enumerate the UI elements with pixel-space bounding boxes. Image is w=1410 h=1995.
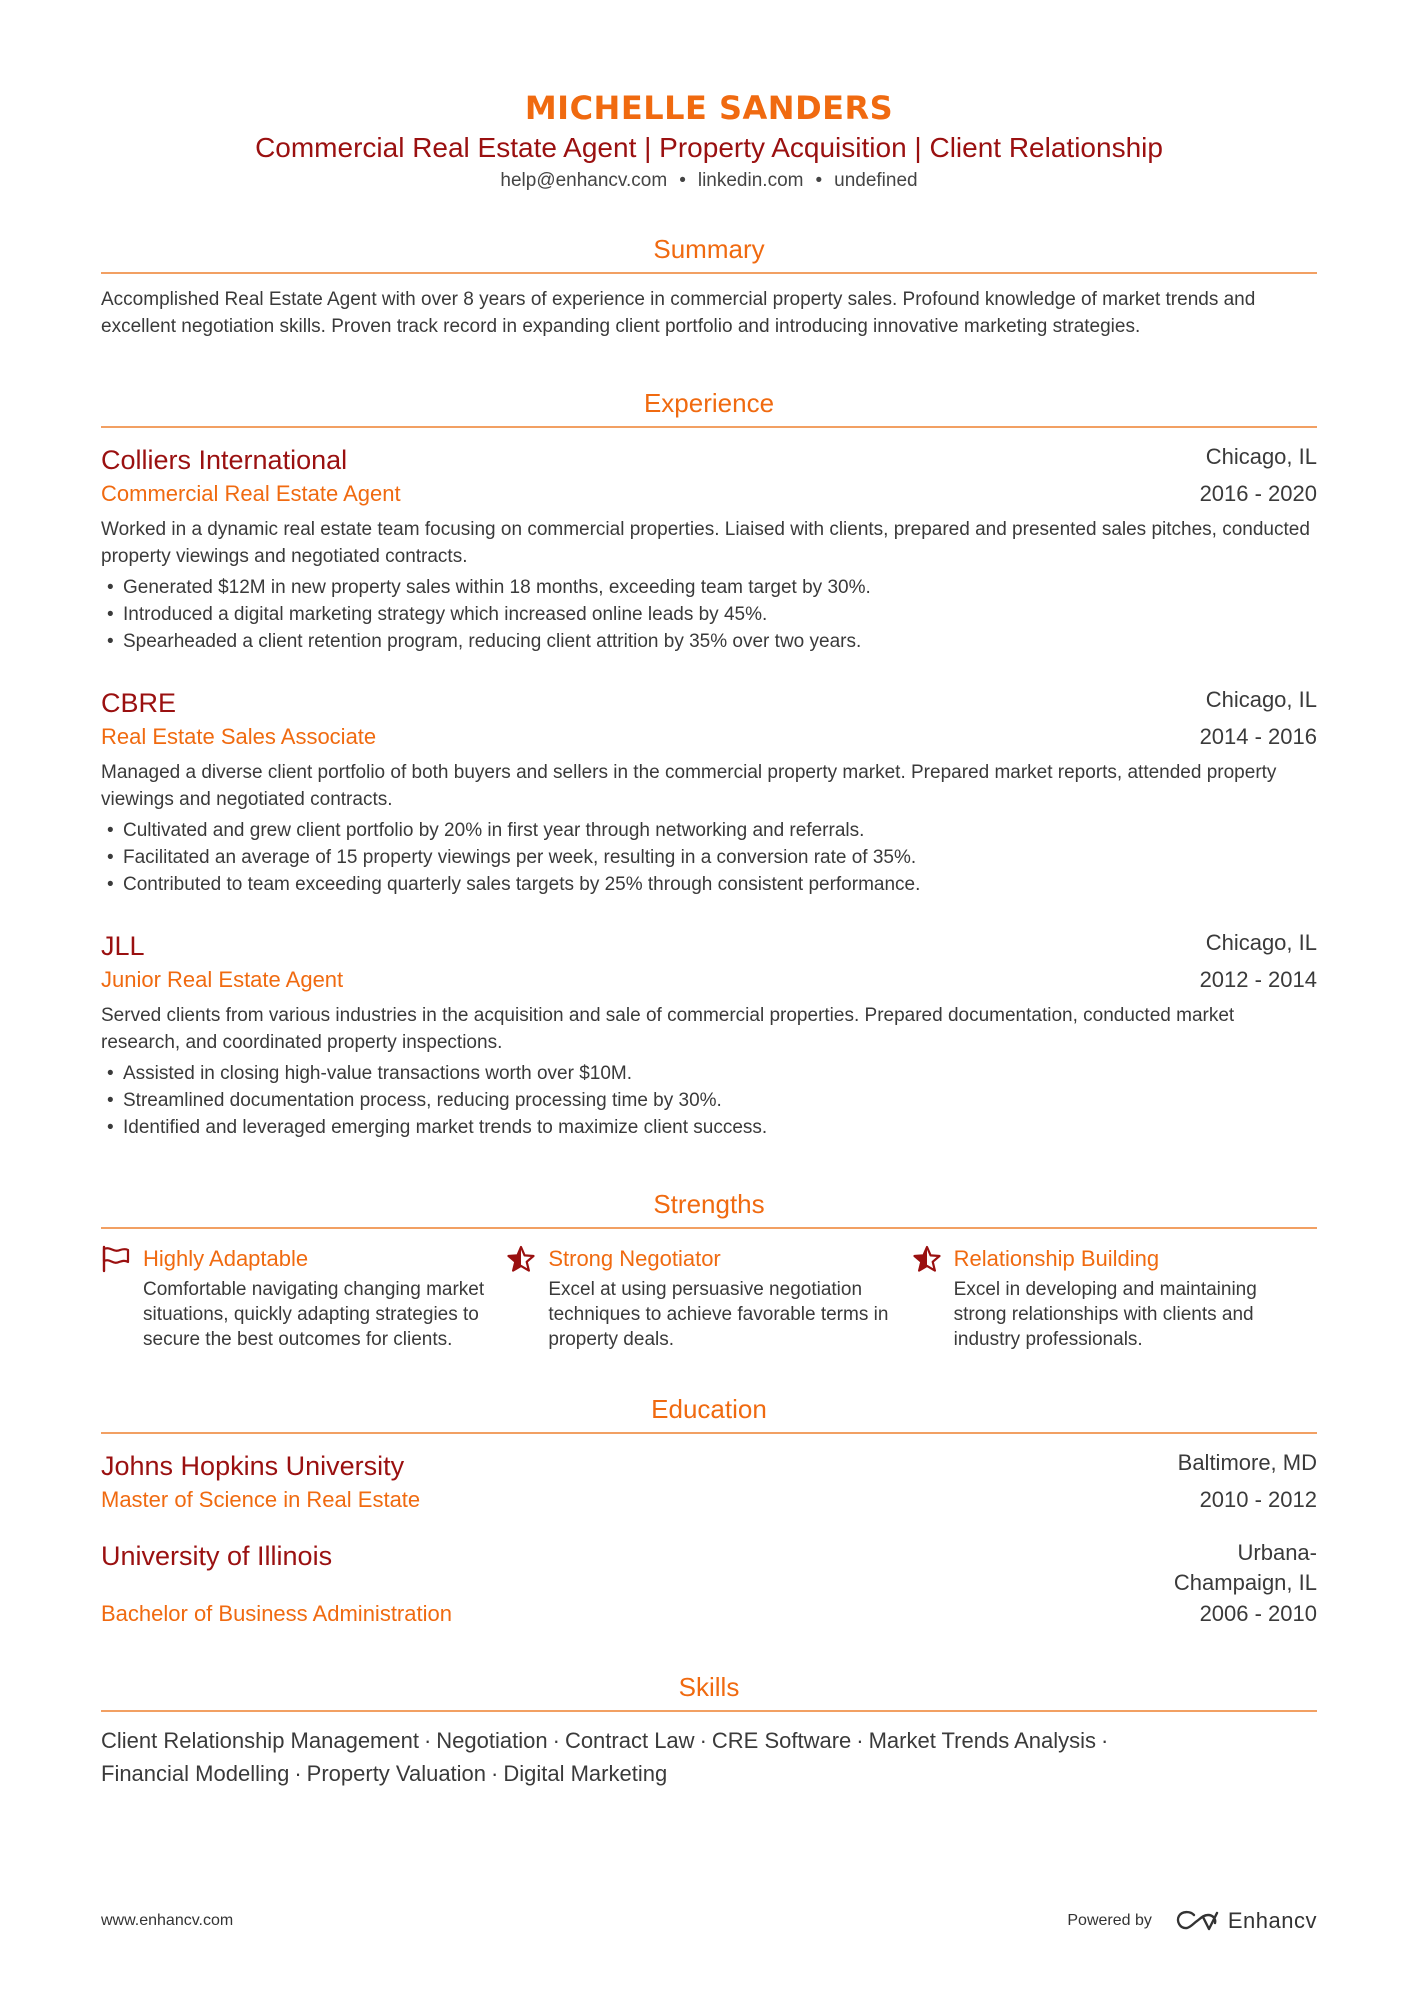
section-title-education: Education: [101, 1392, 1317, 1434]
school-location: Baltimore, MD: [1177, 1450, 1317, 1475]
achievement-item: • Generated $12M in new property sales within 18 months, exceeding team target by 30%.: [101, 574, 1317, 601]
section-title-experience: Experience: [101, 386, 1317, 428]
star-icon: [506, 1245, 536, 1273]
page-footer: [101, 1908, 1317, 1934]
resume-page: [101, 0, 1317, 1790]
contact-separator: •: [815, 170, 823, 191]
achievement-item: • Contributed to team exceeding quarterly sales targets by 25% through consistent performance.: [101, 871, 1317, 898]
footer-url[interactable]: www.enhancv.com: [101, 1912, 234, 1929]
skill-item: Market Trends Analysis: [868, 1728, 1097, 1753]
company-name: Colliers International: [101, 445, 348, 475]
strength-item: [912, 1243, 1317, 1352]
skill-separator: ·: [856, 1728, 864, 1753]
star-icon: [912, 1245, 942, 1273]
resume-header: [101, 0, 1317, 194]
job-title: Junior Real Estate Agent: [101, 967, 344, 992]
achievement-item: • Streamlined documentation process, reducing processing time by 30%.: [101, 1087, 1317, 1114]
achievement-item: • Spearheaded a client retention program, reducing client attrition by 35% over two years.: [101, 628, 1317, 655]
skill-separator: ·: [423, 1728, 432, 1753]
skill-item: Financial Modelling: [101, 1761, 290, 1786]
skill-item: Negotiation: [436, 1728, 548, 1753]
company-name: JLL: [101, 931, 145, 961]
experience-section: [101, 386, 1317, 1141]
contact-email[interactable]: help@enhancv.com: [500, 170, 668, 191]
skill-item: Contract Law: [564, 1728, 695, 1753]
skills-list: [101, 1724, 1317, 1790]
job-dates: 2012 - 2014: [1199, 967, 1317, 992]
job-location: Chicago, IL: [1205, 930, 1317, 955]
job-dates: 2014 - 2016: [1199, 724, 1317, 749]
achievement-list: [101, 817, 1317, 898]
achievement-item: • Introduced a digital marketing strategy which increased online leads by 45%.: [101, 601, 1317, 628]
contact-separator: •: [679, 170, 686, 191]
strengths-section: [101, 1187, 1317, 1352]
skill-separator: ·: [699, 1728, 707, 1753]
summary-section: [101, 232, 1317, 340]
section-title-summary: Summary: [101, 232, 1317, 274]
education-entry: [101, 1448, 1317, 1516]
job-description: Served clients from various industries in the acquisition and sale of commercial properties. Prepared documentation, conducted market research, and coordinated property inspections.: [101, 1005, 1235, 1053]
achievement-item: • Identified and leveraged emerging market trends to maximize client success.: [101, 1114, 1317, 1141]
skill-separator: ·: [294, 1761, 302, 1786]
section-title-skills: Skills: [101, 1670, 1317, 1712]
skill-separator: ·: [491, 1761, 499, 1786]
education-entry: [101, 1538, 1317, 1630]
strength-title: Strong Negotiator: [548, 1246, 721, 1271]
flag-icon: [101, 1245, 131, 1273]
education-dates: 2006 - 2010: [1199, 1601, 1317, 1626]
candidate-name: MICHELLE SANDERS: [524, 89, 894, 127]
contact-linkedin[interactable]: linkedin.com: [697, 170, 804, 191]
job-location: Chicago, IL: [1205, 687, 1317, 712]
job-location: Chicago, IL: [1205, 444, 1317, 469]
strength-description: Comfortable navigating changing market situations, quickly adapting strategies to secure the best outcomes for clients.: [143, 1279, 485, 1350]
education-section: [101, 1392, 1317, 1630]
experience-entry: [101, 685, 1317, 898]
experience-entry: [101, 928, 1317, 1141]
strength-description: Excel at using persuasive negotiation techniques to achieve favorable terms in property deals.: [548, 1279, 889, 1350]
powered-by-label: Powered by: [1067, 1912, 1152, 1929]
achievement-list: [101, 1060, 1317, 1141]
achievement-list: [101, 574, 1317, 655]
contact-extra: undefined: [834, 170, 918, 191]
job-description: Worked in a dynamic real estate team focusing on commercial properties. Liaised with clients, prepared and presented sales pitches, conducted property viewings and negotiated contracts.: [101, 519, 1310, 567]
strength-title: Highly Adaptable: [143, 1246, 309, 1271]
strength-title: Relationship Building: [953, 1246, 1160, 1271]
skill-item: Property Valuation: [306, 1761, 487, 1786]
skill-separator: ·: [552, 1728, 560, 1753]
school-name: University of Illinois: [101, 1541, 333, 1571]
school-name: Johns Hopkins University: [101, 1451, 405, 1481]
achievement-item: • Cultivated and grew client portfolio by 20% in first year through networking and referrals.: [101, 817, 1317, 844]
skill-item: Client Relationship Management: [101, 1728, 419, 1753]
achievement-item: • Assisted in closing high-value transactions worth over $10M.: [101, 1060, 1317, 1087]
job-title: Commercial Real Estate Agent: [101, 481, 401, 506]
job-description: Managed a diverse client portfolio of both buyers and sellers in the commercial property market. Prepared market reports, attended property viewings and negotiated contracts.: [101, 762, 1277, 810]
job-dates: 2016 - 2020: [1199, 481, 1317, 506]
achievement-item: • Facilitated an average of 15 property viewings per week, resulting in a conversion rate of 35%.: [101, 844, 1317, 871]
job-title: Real Estate Sales Associate: [101, 724, 377, 749]
degree-name: Bachelor of Business Administration: [101, 1601, 452, 1626]
candidate-headline: Commercial Real Estate Agent | Property Acquisition | Client Relationship: [255, 132, 1163, 163]
skills-section: [101, 1670, 1317, 1790]
strength-item: [101, 1243, 506, 1352]
degree-name: Master of Science in Real Estate: [101, 1487, 421, 1512]
section-title-strengths: Strengths: [101, 1187, 1317, 1229]
skill-item: CRE Software: [711, 1728, 852, 1753]
footer-branding: [1067, 1908, 1317, 1934]
school-location: Urbana-Champaign, IL: [1173, 1540, 1317, 1595]
enhancv-logo-icon[interactable]: [1174, 1909, 1220, 1933]
experience-entry: [101, 442, 1317, 655]
skill-item: Digital Marketing: [503, 1761, 668, 1786]
education-dates: 2010 - 2012: [1199, 1487, 1317, 1512]
summary-text: Accomplished Real Estate Agent with over 8 years of experience in commercial property sales. Profound knowledge of market trends and excellent negotiation skills. Proven track record in expanding client portfolio and introducing innovative marketing strategies.: [101, 289, 1256, 337]
strength-item: [506, 1243, 911, 1352]
contact-line: [101, 168, 1317, 194]
company-name: CBRE: [101, 688, 177, 718]
enhancv-brand[interactable]: Enhancv: [1227, 1908, 1317, 1933]
strength-description: Excel in developing and maintaining strong relationships with clients and industry professionals.: [953, 1279, 1257, 1350]
skill-separator: ·: [1101, 1728, 1109, 1753]
